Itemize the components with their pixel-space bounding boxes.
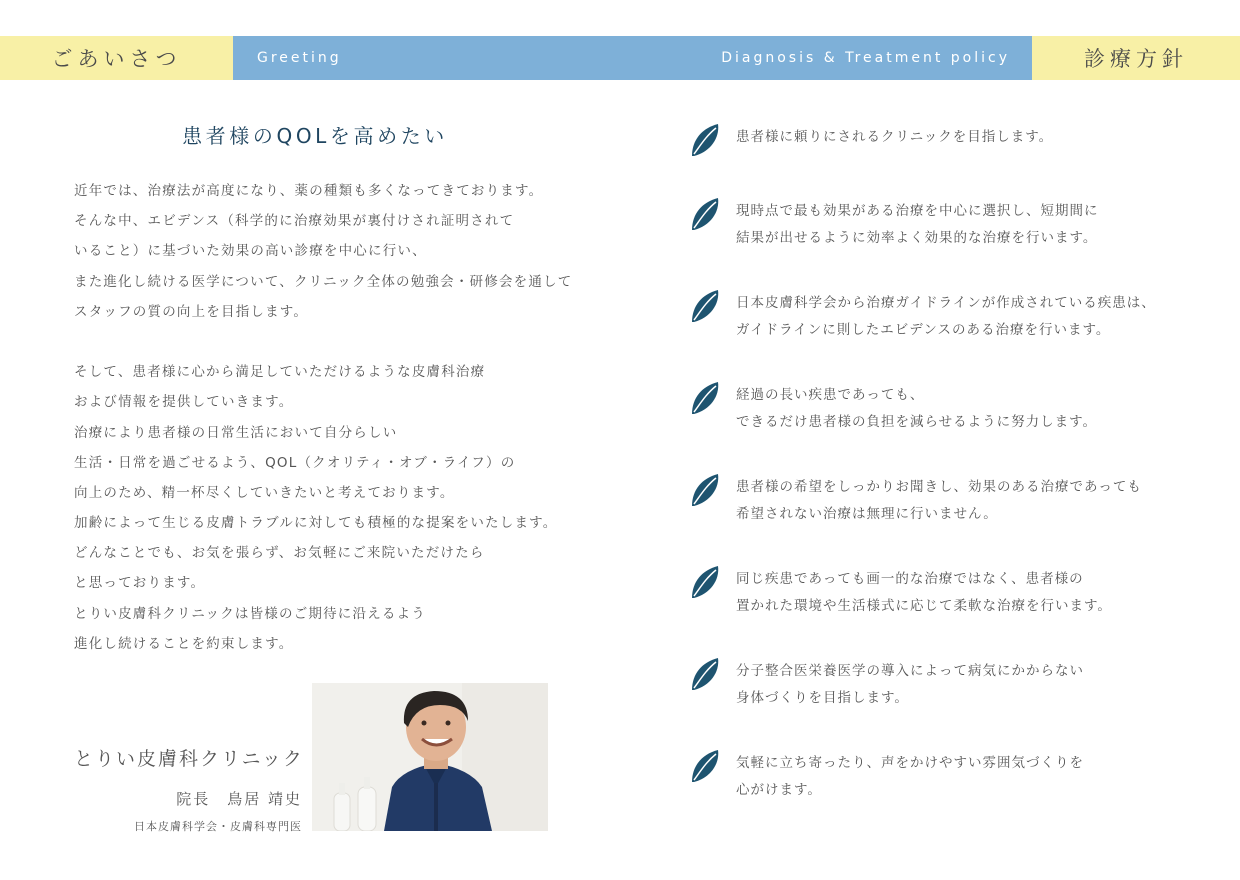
policy-line: ガイドラインに則したエビデンスのある治療を行います。 <box>736 322 1111 338</box>
greeting-line: スタッフの質の向上を目指します。 <box>74 303 309 320</box>
greeting-body <box>74 176 594 659</box>
paragraph-gap <box>74 327 594 357</box>
greeting-line: 進化し続けることを約束します。 <box>74 635 294 652</box>
header-band <box>0 36 1240 80</box>
policy-line: 現時点で最も効果がある治療を中心に選択し、短期間に <box>736 203 1099 219</box>
greeting-line: 加齢によって生じる皮膚トラブルに対しても積極的な提案をいたします。 <box>74 515 558 532</box>
greeting-title-en: Greeting <box>257 50 342 66</box>
policy-line: 希望されない治療は無理に行いません。 <box>736 506 998 522</box>
policy-line: 患者様に頼りにされるクリニックを目指します。 <box>736 129 1054 145</box>
greeting-headline: 患者様のQOLを高めたい <box>182 124 448 148</box>
greeting-line: 近年では、治療法が高度になり、薬の種類も多くなってきております。 <box>74 183 544 199</box>
greeting-line: とりい皮膚科クリニックは皆様のご期待に沿えるよう <box>74 605 426 622</box>
greeting-line: 生活・日常を過ごせるよう、QOL（クオリティ・オブ・ライフ）の <box>74 454 516 471</box>
leaf-icon <box>690 564 720 600</box>
greeting-line: また進化し続ける医学について、クリニック全体の勉強会・研修会を通して <box>74 273 573 290</box>
policy-title-en: Diagnosis & Treatment policy <box>721 50 1010 66</box>
header-blue-bar <box>233 36 1032 80</box>
leaf-icon <box>690 196 720 232</box>
leaf-icon <box>690 748 720 784</box>
clinic-name: とりい皮膚科クリニック <box>74 748 304 770</box>
leaf-icon <box>690 380 720 416</box>
greeting-line: どんなことでも、お気を張らず、お気軽にご来院いただけたら <box>74 545 485 562</box>
policy-line: 結果が出せるように効率よく効果的な治療を行います。 <box>736 230 1098 246</box>
policy-line: 置かれた環境や生活様式に応じて柔軟な治療を行います。 <box>736 598 1112 614</box>
policy-line: 患者様の希望をしっかりお聞きし、効果のある治療であっても <box>736 479 1142 495</box>
director-credentials: 日本皮膚科学会・皮膚科専門医 <box>134 820 302 833</box>
greeting-line: と思っております。 <box>74 575 206 592</box>
policy-line: 同じ疾患であっても画一的な治療ではなく、患者様の <box>736 571 1084 587</box>
leaf-icon <box>690 656 720 692</box>
policy-line: 身体づくりを目指します。 <box>736 690 909 706</box>
policy-title-jp: 診療方針 <box>1032 36 1240 80</box>
director-portrait-illustration <box>312 683 548 831</box>
director-name: 院長 鳥居 靖史 <box>176 790 302 808</box>
greeting-line: および情報を提供していきます。 <box>74 394 294 411</box>
leaf-icon <box>690 288 720 324</box>
greeting-line: そして、患者様に心から満足していただけるような皮膚科治療 <box>74 364 486 381</box>
greeting-line: いること）に基づいた効果の高い診療を中心に行い、 <box>74 243 427 260</box>
leaf-icon <box>690 122 720 158</box>
greeting-line: 治療により患者様の日常生活において自分らしい <box>74 424 398 441</box>
director-photo <box>312 683 548 831</box>
policy-line: 心がけます。 <box>736 782 822 798</box>
policy-line: 気軽に立ち寄ったり、声をかけやすい雰囲気づくりを <box>736 755 1084 771</box>
greeting-title-jp: ごあいさつ <box>0 36 233 80</box>
policy-line: 経過の長い疾患であっても、 <box>736 387 925 403</box>
leaf-icon <box>690 472 720 508</box>
policy-line: できるだけ患者様の負担を減らせるように努力します。 <box>736 414 1098 430</box>
greeting-line: 向上のため、精一杯尽くしていきたいと考えております。 <box>74 484 455 501</box>
policy-line: 日本皮膚科学会から治療ガイドラインが作成されている疾患は、 <box>736 295 1156 311</box>
policy-line: 分子整合医栄養医学の導入によって病気にかからない <box>736 663 1084 679</box>
greeting-line: そんな中、エビデンス（科学的に治療効果が裏付けされ証明されて <box>74 213 515 230</box>
